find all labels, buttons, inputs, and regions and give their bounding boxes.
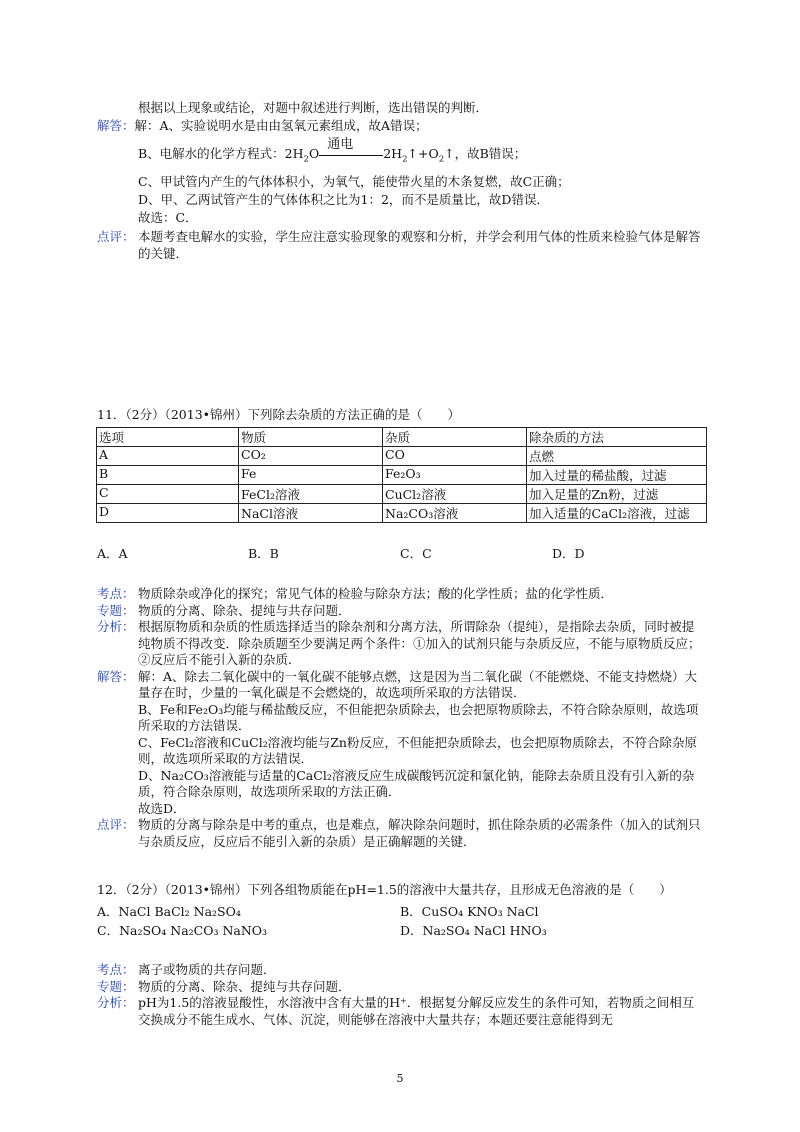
q12-analysis: 考点： 离子或物质的共存问题． 专题： 物质的分离、除杂、提纯与共存问题． 分析： pH为1.5的溶液显酸性，水溶液中含有大量的H⁺．根据复分解反应发生的条件可知，若物质之间相互交换成分不能生成水、气体、沉淀，则能够在溶液中大量共存；本题还要注意能得到无 bbox=[97, 962, 695, 1027]
table-cell: FeCl₂溶液 bbox=[239, 485, 383, 504]
table-row bbox=[97, 504, 707, 523]
q11-option-d: D．D bbox=[552, 546, 585, 561]
table-cell: 加入过量的稀盐酸，过滤 bbox=[527, 466, 707, 485]
table-cell: Na₂CO₃溶液 bbox=[383, 504, 527, 523]
answer-d: D、甲、乙两试管产生的气体体积之比为1：2，而不是质量比，故D错误． bbox=[138, 192, 549, 207]
equation-left: B、电解水的化学方程式：2H bbox=[138, 146, 304, 161]
answer-pick: 故选：C． bbox=[138, 210, 198, 225]
table-cell: 点燃 bbox=[527, 447, 707, 466]
table-cell: CO bbox=[383, 447, 527, 466]
answer-a: 解：A、实验说明水是由由氢氧元素组成，故A错误； bbox=[134, 118, 428, 133]
equation-line: B、电解水的化学方程式：$2H_2O$ 通电 $2H_2↑+O_2↑$，故B错误； bbox=[138, 136, 527, 165]
table-cell: 加入适量的CaCl₂溶液，过滤 bbox=[527, 504, 707, 523]
reaction-condition: 通电 bbox=[319, 148, 383, 162]
q11-stem: 11．（2分）（2013•锦州）下列除去杂质的方法正确的是（ ） bbox=[97, 407, 461, 422]
q11-option-c: C．C bbox=[400, 546, 432, 561]
table-cell: C bbox=[97, 485, 239, 504]
table-cell: CuCl₂溶液 bbox=[383, 485, 527, 504]
q11-table bbox=[96, 427, 707, 523]
table-header-row bbox=[97, 428, 707, 447]
q12-option-c: C．Na₂SO₄ Na₂CO₃ NaNO₃ bbox=[97, 923, 268, 938]
table-cell: Fe bbox=[239, 466, 383, 485]
table-row bbox=[97, 466, 707, 485]
page-number: 5 bbox=[396, 1072, 404, 1085]
table-cell: NaCl溶液 bbox=[239, 504, 383, 523]
table-row bbox=[97, 447, 707, 466]
q11-option-a: A．A bbox=[97, 546, 128, 561]
q12-stem: 12．（2分）（2013•锦州）下列各组物质能在pH=1.5的溶液中大量共存，且形成无色溶液的是（ ） bbox=[97, 882, 672, 897]
table-cell: 加入足量的Zn粉，过滤 bbox=[527, 485, 707, 504]
q12-option-b: B．CuSO₄ KNO₃ NaCl bbox=[400, 904, 539, 919]
table-header-cell: 杂质 bbox=[383, 428, 527, 447]
table-cell: CO₂ bbox=[239, 447, 383, 466]
q12-option-a: A．NaCl BaCl₂ Na₂SO₄ bbox=[97, 904, 241, 919]
q11-option-b: B．B bbox=[248, 546, 279, 561]
answer-c: C、甲试管内产生的气体体积小，为氧气，能使带火星的木条复燃，故C正确； bbox=[138, 174, 570, 189]
q11-analysis: 考点： 物质除杂或净化的探究；常见气体的检验与除杂方法；酸的化学性质；盐的化学性质． 专题： 物质的分离、除杂、提纯与共存问题． 分析： 根据原物质和杂质的性质选择适当的除杂剂和分离方法，所谓除杂（提纯），是指除去杂质，同时被提纯物质不得改变．除杂质题至少要满足两个条件：①加入的试剂只能与杂质反应，不能与原物质反应；②反应后不能引入新的杂质． 解答： 解：A、除去二氧化碳中的一氧化碳不能够点燃，这是因为当二氧化碳（不能燃烧、不能支持燃烧）大量存在时，少量的一氧化碳是不会燃烧的，故选项所采取的方法错误． B、Fe和Fe₂O₃均能与稀盐酸反应，不但能把杂质除去，也会把原物质除去，不符合除杂原则，故选项所采取的方法错误． C、FeCl₂溶液和CuCl₂溶液均能与Zn粉反应，不但能把杂质除去，也会把原物质除去，不符合除杂原则，故选项所采取的方法错误． D、Na₂CO₃溶液能与适量的CaCl₂溶液反应生成碳酸钙沉淀和氯化钠，能除去杂质且没有引入新的杂质，符合除杂原则，故选项所采取的方法正确． 故选D． 点评： 物质的分离与除杂是中考的重点，也是难点，解决除杂问题时，抓住除杂质的必需条件（加入的试剂只与杂质反应，反应后不能引入新的杂质）是正确解题的关键． bbox=[97, 586, 701, 849]
table-header-cell: 选项 bbox=[97, 428, 239, 447]
table-cell: A bbox=[97, 447, 239, 466]
table-cell: B bbox=[97, 466, 239, 485]
table-cell: Fe₂O₃ bbox=[383, 466, 527, 485]
lead-text: 根据以上现象或结论，对题中叙述进行判断，选出错误的判断． bbox=[138, 100, 489, 115]
q12-option-d: D．Na₂SO₄ NaCl HNO₃ bbox=[400, 923, 547, 938]
table-header-cell: 除杂质的方法 bbox=[527, 428, 707, 447]
table-header-cell: 物质 bbox=[239, 428, 383, 447]
equation-right: ，故B错误； bbox=[454, 146, 527, 161]
prev-comment: 点评： 本题考查电解水的实验，学生应注意实验现象的观察和分析，并学会利用气体的性质来检验气体是解答的关键． bbox=[97, 229, 701, 261]
answer-label: 解答： bbox=[97, 118, 135, 133]
table-row bbox=[97, 485, 707, 504]
table-cell: D bbox=[97, 504, 239, 523]
